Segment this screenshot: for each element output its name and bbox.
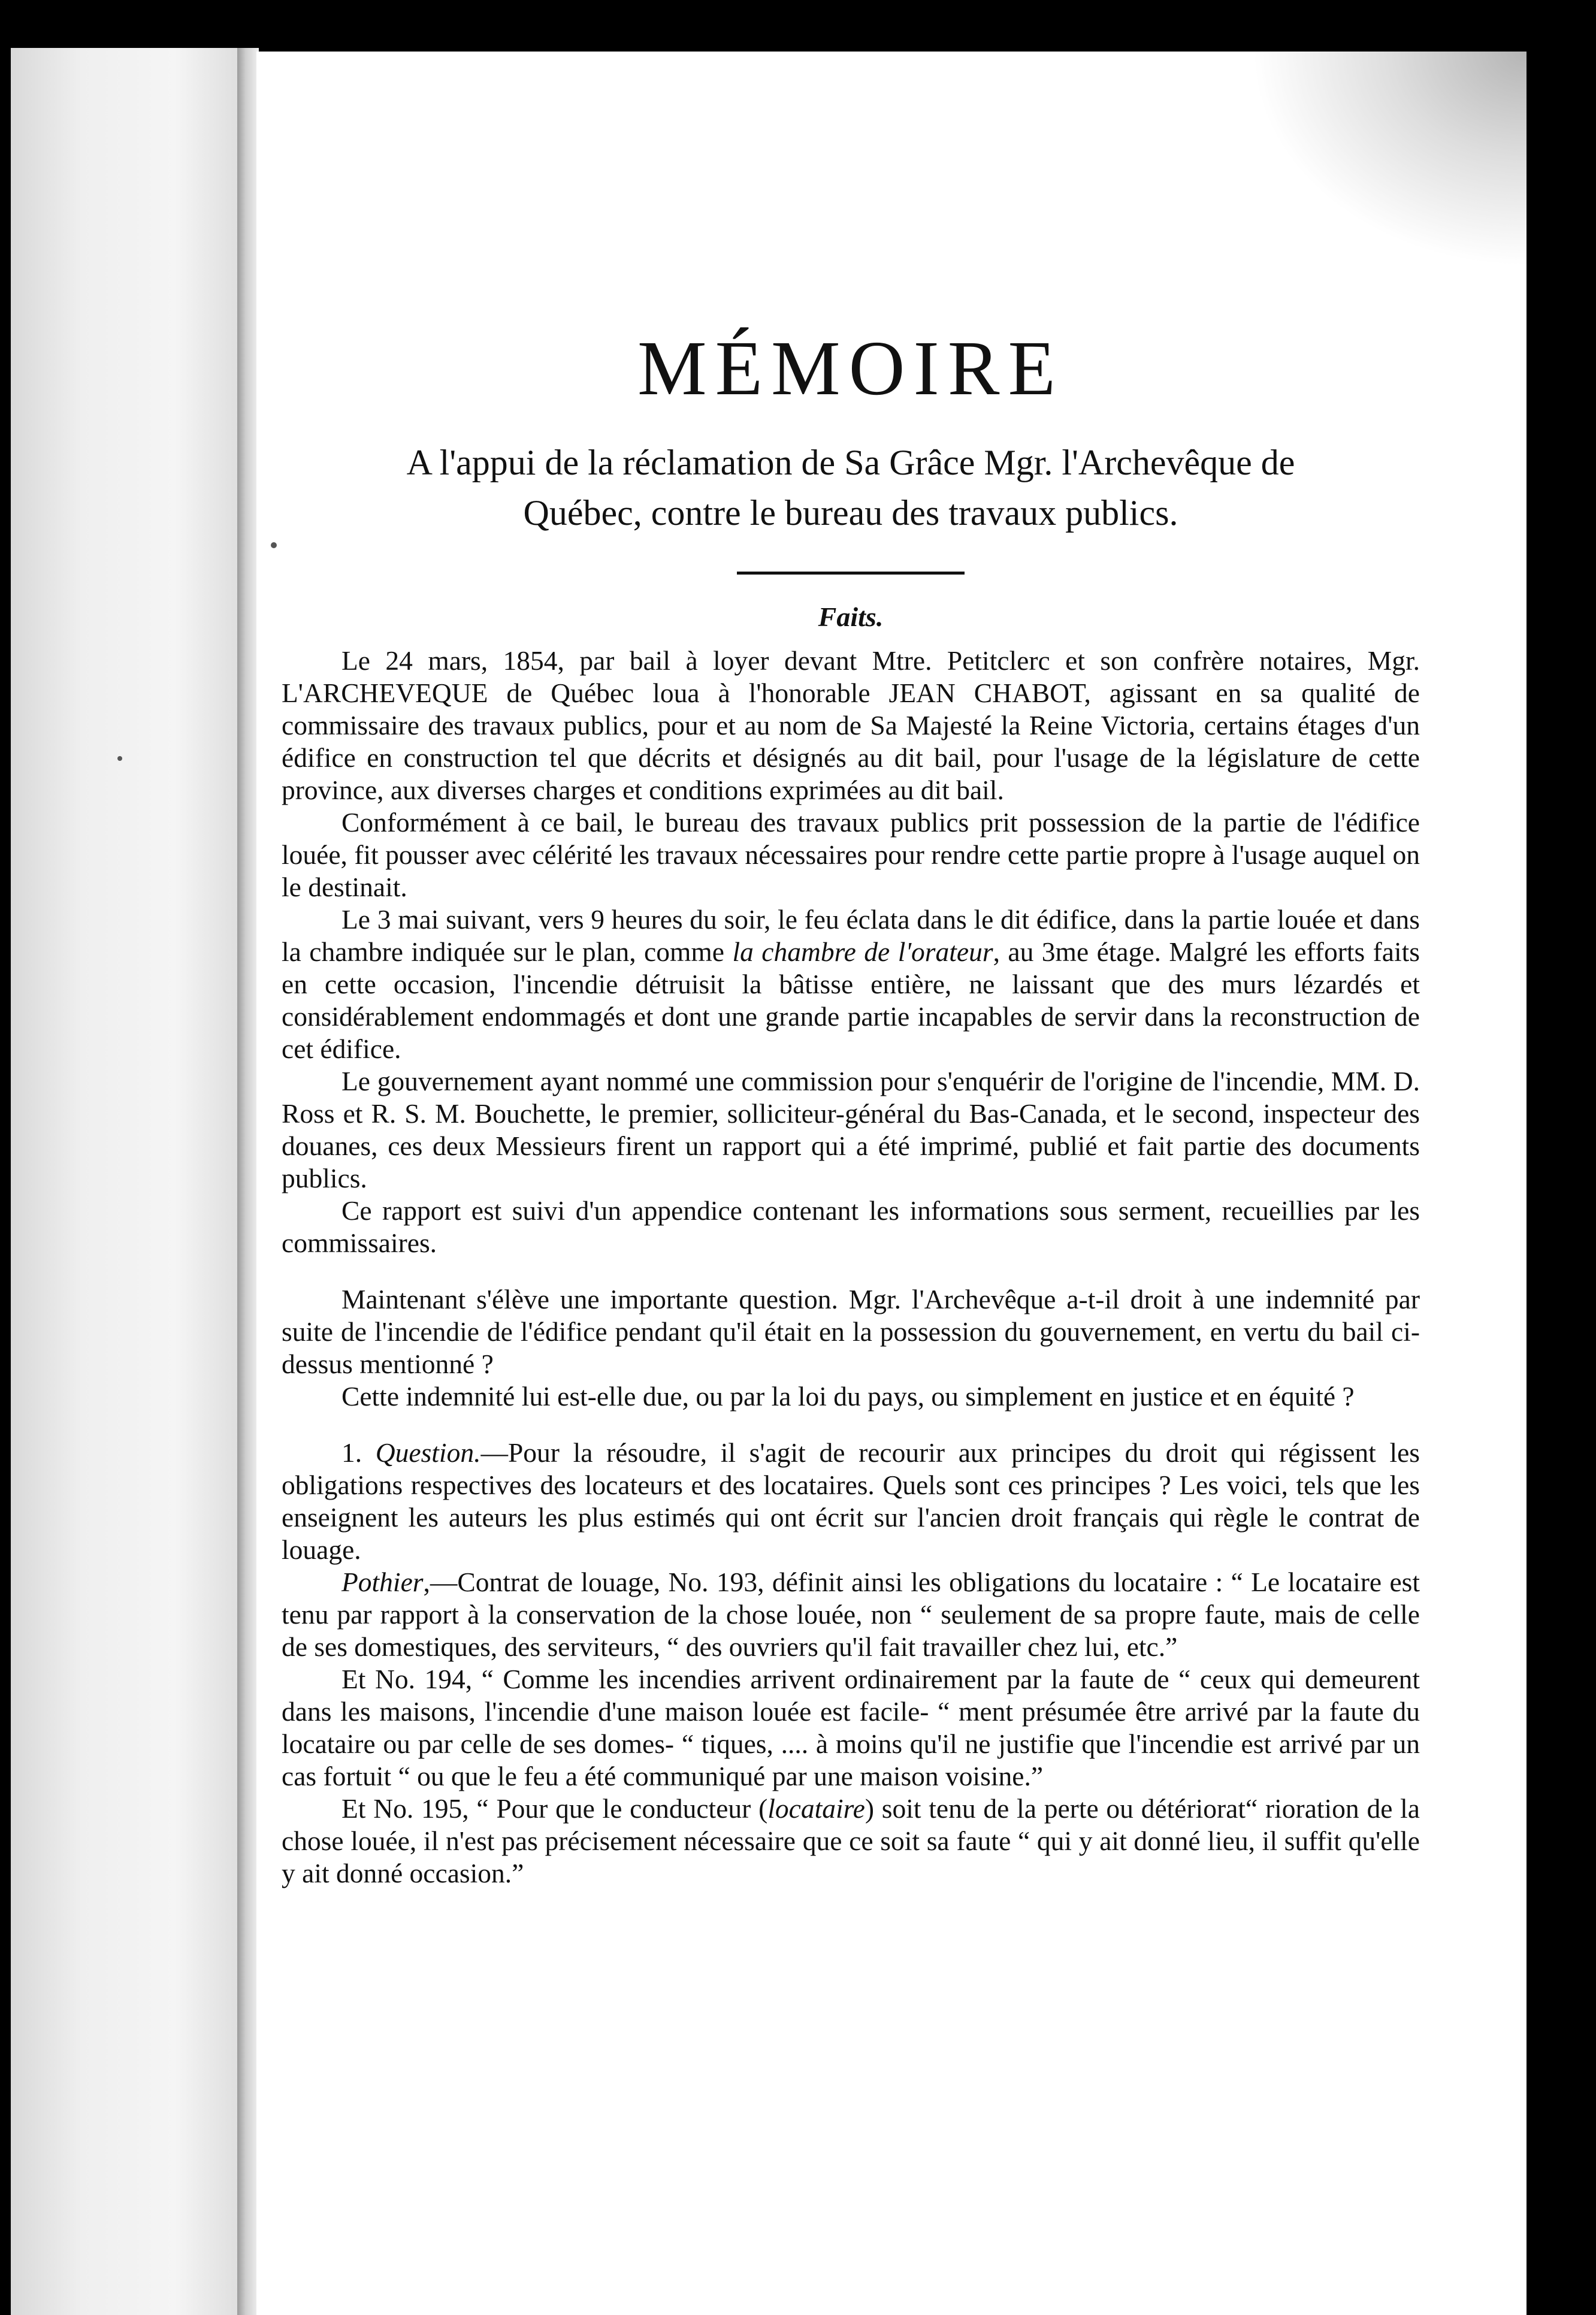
paragraph-text: —Pour la résoudre, il s'agit de recourir aux principes du droit qui régissent les obligations respectives des locateurs et des locataires. Quels sont ces principes ? Les voici, tels que les enseignent les auteurs les plus estimés qui ont écrit sur l'ancien droit français qui règle le contrat de louage. (282, 1437, 1420, 1565)
facing-page-edge (11, 48, 246, 2315)
subtitle-line: Québec, contre le bureau des travaux publics. (523, 493, 1178, 533)
paragraph (282, 1437, 1420, 1566)
paragraph-text: ,—Contrat de louage, No. 193, définit ainsi les obligations du locataire : “ Le locataire est tenu par rapport à la conservation de la chose louée, non “ seulement de sa propre faute, mais de celle de ses domestiques, des serviteurs, “ des ouvriers qu'il fait travailler chez lui, etc.” (282, 1567, 1420, 1662)
page-spot (117, 756, 122, 761)
corner-stain (1251, 52, 1527, 267)
paragraph-text: Et No. 195, “ Pour que le conducteur ( (341, 1793, 768, 1824)
subtitle-line: A l'appui de la réclamation de Sa Grâce Mgr. l'Archevêque de (406, 443, 1295, 482)
paragraph: Maintenant s'élève une importante question. Mgr. l'Archevêque a-t-il droit à une indemnité par suite de l'incendie de l'édifice pendant qu'il était en la possession du gouvernement, en vertu du bail ci-dessus mentionné ? (282, 1284, 1420, 1379)
paragraph: Cette indemnité lui est-elle due, ou par la loi du pays, ou simplement en justice et en équité ? (341, 1381, 1355, 1412)
document-title: MÉMOIRE (637, 325, 1064, 412)
paragraph-italic: locataire (767, 1793, 865, 1824)
paragraph: Ce rapport est suivi d'un appendice contenant les informations sous serment, recueillies par les commissaires. (282, 1195, 1420, 1258)
page-spot (271, 542, 277, 548)
paragraph: Conformément à ce bail, le bureau des travaux publics prit possession de la partie de l'édifice louée, fit pousser avec célérité les travaux nécessaires pour rendre cette partie propre à l'usage auquel on le destinait. (282, 807, 1420, 902)
paragraph: Et No. 194, “ Comme les incendies arrivent ordinairement par la faute de “ ceux qui demeurent dans les maisons, l'incendie d'une maison louée est facile- “ ment présumée être arrivé par la faute du locataire ou par celle de ses domes- “ tiques, .... à moins qu'il ne justifie que l'incendie est arrivé par un cas fortuit “ ou que le feu a été communiqué par une maison voisine.” (282, 1664, 1420, 1791)
paragraph (282, 903, 1420, 1065)
title-divider (737, 572, 965, 575)
paragraph: Le 24 mars, 1854, par bail à loyer devant Mtre. Petitclerc et son confrère notaires, Mgr. L'ARCHEVEQUE de Québec loua à l'honorable JEAN CHABOT, agissant en sa qualité de commissaire des travaux publics, pour et au nom de Sa Majesté la Reine Victoria, certains étages d'un édifice en construction tel que décrits et désignés au dit bail, pour l'usage de la législature de cette province, aux diverses charges et conditions exprimées au dit bail. (282, 645, 1420, 805)
paragraph-italic: Pothier (341, 1567, 424, 1597)
paragraph (282, 1566, 1420, 1663)
paragraph-italic: la chambre de l'orateur (732, 936, 993, 967)
document-subtitle (282, 437, 1420, 538)
document-body (282, 300, 1420, 1890)
paragraph (282, 1793, 1420, 1890)
paragraph-italic: Question. (375, 1437, 481, 1468)
paragraph-number: 1. (341, 1437, 376, 1468)
paragraph-text: , au 3me étage. Malgré les efforts faits en cette occasion, l'incendie détruisit la bâtisse entière, ne laissant que des murs lézardés et considérablement endommagés et dont une grande partie incapables de servir dans la reconstruction de cet édifice. (282, 936, 1420, 1064)
book-gutter (237, 48, 259, 2315)
section-heading: Faits. (818, 602, 884, 632)
paragraph: Le gouvernement ayant nommé une commission pour s'enquérir de l'origine de l'incendie, MM. D. Ross et R. S. M. Bouchette, le premier, solliciteur-général du Bas-Canada, et le second, inspecteur des douanes, ces deux Messieurs firent un rapport qui a été imprimé, publié et fait partie des documents publics. (282, 1066, 1420, 1193)
paragraph-text: ) soit tenu de la perte ou détériorat“ rioration de la chose louée, il n'est pas précisement nécessaire que ce soit sa faute “ qui y ait donné lieu, il suffit qu'elle y ait donné occasion.” (282, 1793, 1420, 1888)
paragraph-text: Le 3 mai suivant, vers 9 heures du soir, le feu éclata dans le dit édifice, dans la partie louée et dans la chambre indiquée sur le plan, comme (282, 904, 1420, 967)
